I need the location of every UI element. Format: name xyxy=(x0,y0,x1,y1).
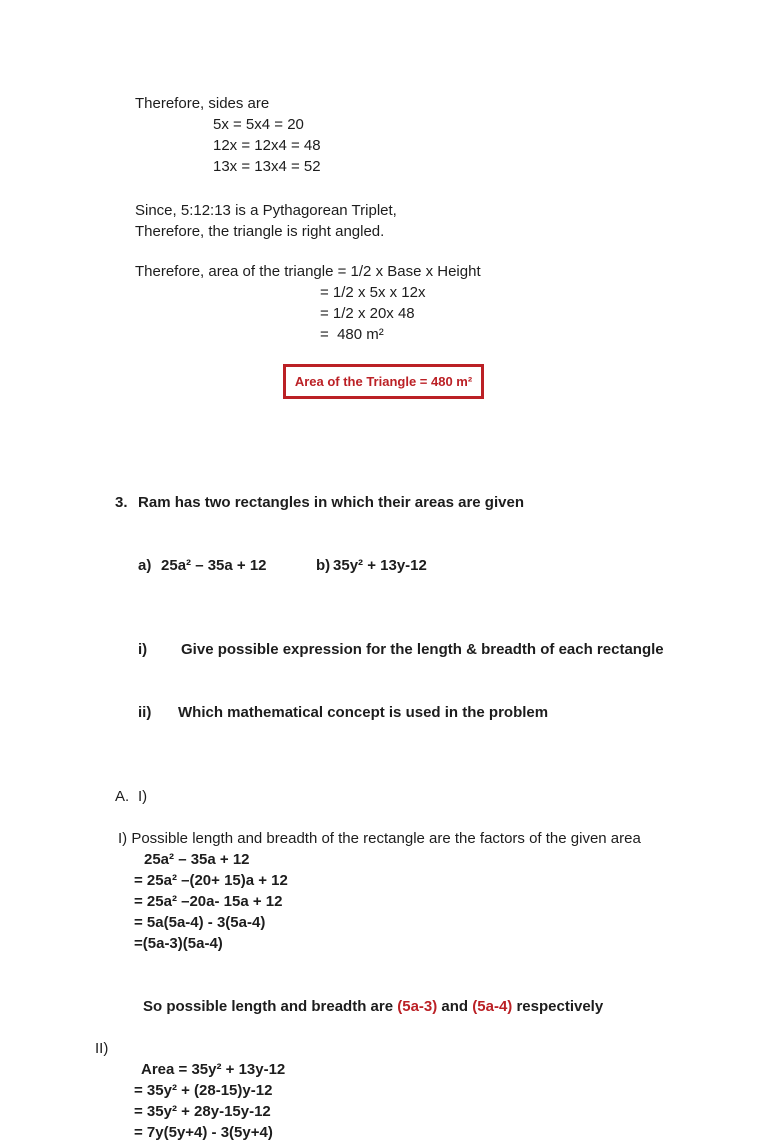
pythagoras-line-2: Therefore, the triangle is right angled. xyxy=(135,223,385,240)
part-b-label: b) xyxy=(316,557,331,574)
sub-question-i-text: Give possible expression for the length & breadth of each rectangle xyxy=(181,641,664,658)
part2-label: II) xyxy=(95,1040,109,1057)
part-a-expression: 25a² – 35a + 12 xyxy=(161,557,267,574)
part1-conclusion xyxy=(118,975,765,1038)
triangle-solution-section xyxy=(0,93,765,399)
conclusion-prefix: So possible length and breadth are xyxy=(143,998,398,1015)
conclusion-factor-1: (5a-3) xyxy=(397,998,438,1015)
side-equation-5x: 5x = 5x4 = 20 xyxy=(213,116,304,133)
part1-step-1: 25a² – 35a + 12 xyxy=(144,851,250,868)
part1-step-3: = 25a² –20a- 15a + 12 xyxy=(134,893,283,910)
pythagoras-line-1: Since, 5:12:13 is a Pythagorean Triplet, xyxy=(135,202,397,219)
area-calculation xyxy=(0,261,765,345)
part1-step-5: =(5a-3)(5a-4) xyxy=(134,935,223,952)
answer-label-row xyxy=(90,765,765,828)
sub-question-i xyxy=(113,618,765,681)
area-step-3: = 480 m² xyxy=(320,326,384,343)
question-text: Ram has two rectangles in which their areas are given xyxy=(138,494,524,511)
sub-question-ii-text: Which mathematical concept is used in the problem xyxy=(178,704,549,721)
area-result-box xyxy=(283,364,484,399)
question-number: 3. xyxy=(115,494,128,511)
sides-intro: Therefore, sides are xyxy=(135,95,270,112)
conclusion-connector: and xyxy=(437,998,473,1015)
area-result-text: Area of the Triangle = 480 m² xyxy=(294,374,473,389)
sub-question-i-label: i) xyxy=(138,641,148,658)
part2-step-2: = 35y² + (28-15)y-12 xyxy=(134,1082,273,1099)
conclusion-factor-2: (5a-4) xyxy=(472,998,513,1015)
part2-step-1: Area = 35y² + 13y-12 xyxy=(141,1061,286,1078)
question-3-section xyxy=(0,471,765,744)
side-equation-12x: 12x = 12x4 = 48 xyxy=(213,137,321,154)
sub-question-ii-label: ii) xyxy=(138,704,152,721)
answer-section xyxy=(0,765,765,1143)
area-step-1: = 1/2 x 5x x 12x xyxy=(320,284,426,301)
part2-working xyxy=(0,1059,765,1143)
part1-working xyxy=(0,849,765,954)
conclusion-suffix: respectively xyxy=(512,998,604,1015)
part2-step-3: = 35y² + 28y-15y-12 xyxy=(134,1103,271,1120)
sub-question-ii xyxy=(113,681,765,744)
part-b-expression: 35y² + 13y-12 xyxy=(333,557,427,574)
part1-step-4: = 5a(5a-4) - 3(5a-4) xyxy=(134,914,266,931)
part-a-label: a) xyxy=(138,557,152,574)
side-equation-13x: 13x = 13x4 = 52 xyxy=(213,158,321,175)
part1-step-2: = 25a² –(20+ 15)a + 12 xyxy=(134,872,288,889)
part1-intro: I) Possible length and breadth of the rectangle are the factors of the given area xyxy=(118,830,641,847)
answer-part1-label: I) xyxy=(138,788,148,805)
side-equations xyxy=(0,114,765,177)
area-intro: Therefore, area of the triangle = 1/2 x Base x Height xyxy=(135,263,481,280)
part2-step-4: = 7y(5y+4) - 3(5y+4) xyxy=(134,1124,273,1141)
question-parts-row xyxy=(113,534,765,597)
pythagoras-note xyxy=(0,200,765,242)
question-3-heading xyxy=(90,471,765,534)
answer-label: A. xyxy=(115,788,130,805)
area-step-2: = 1/2 x 20x 48 xyxy=(320,305,415,322)
